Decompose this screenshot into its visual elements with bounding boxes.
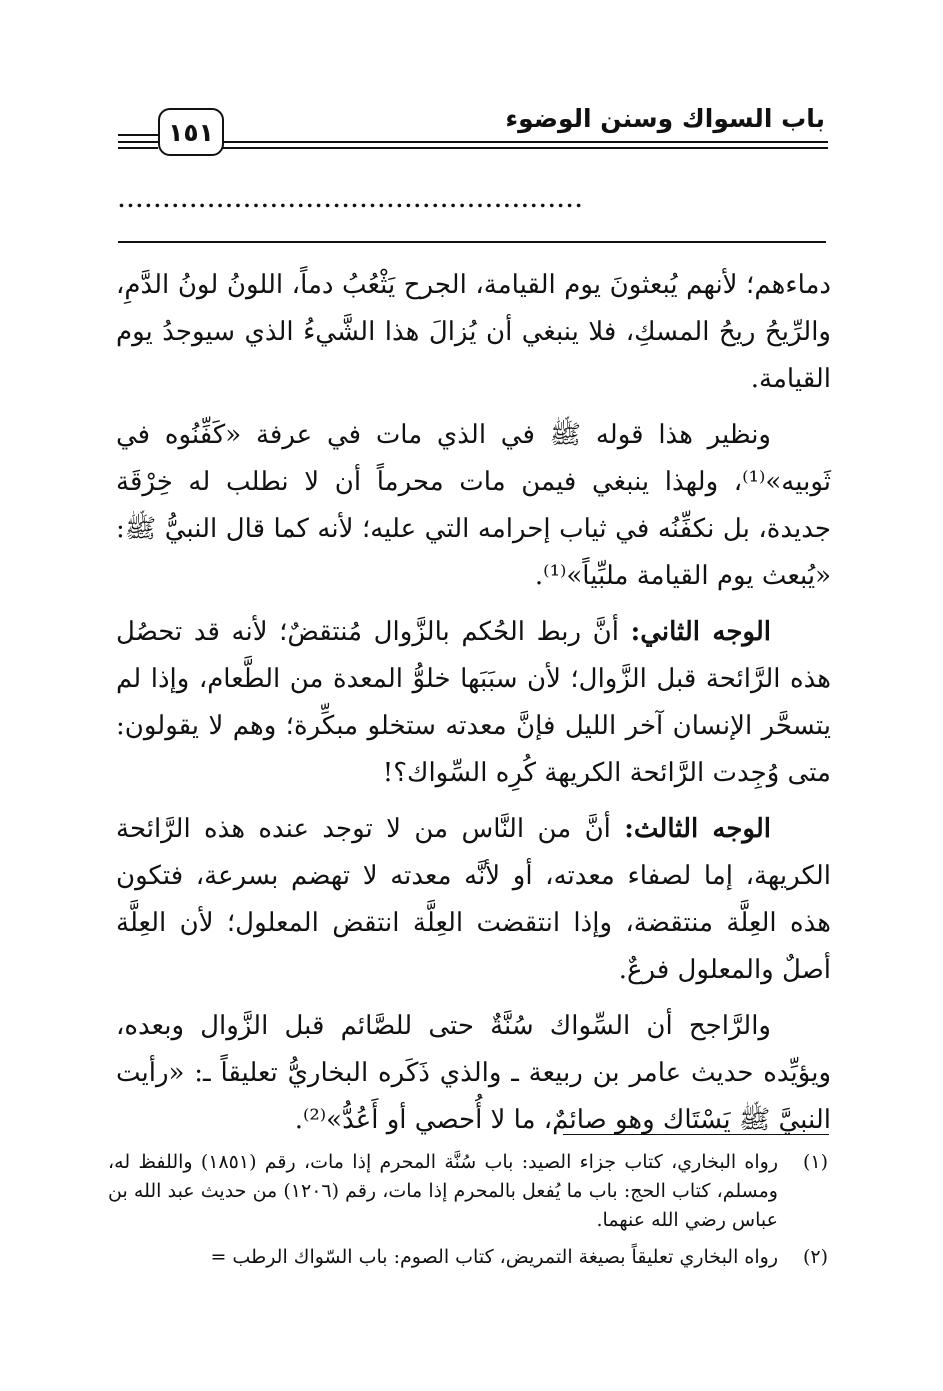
paragraph: [116, 1003, 831, 1144]
paragraph-text: دماءهم؛ لأنهم يُبعثونَ يوم القيامة، الجرح يَثْعُبُ دماً، اللونُ لونُ الدَّمِ، والرِّيحُ ريحُ المسكِ، فلا ينبغي أن يُزالَ هذا الشَّيءُ الذي سيوجدُ يوم القيامة.: [116, 270, 831, 394]
footnote-separator: [563, 1134, 829, 1135]
footnote-2: [108, 1243, 828, 1272]
paragraph: [116, 412, 831, 600]
text-top-rule: [118, 241, 826, 243]
paragraph-continuation: [116, 262, 831, 403]
paragraph-text: ونظير هذا قوله ﷺ في الذي مات في عرفة «كَفِّنُوه في ثَوبيه»⁽¹⁾، ولهذا ينبغي فيمن مات محرماً أن لا نطلب له خِرْقَة جديدة، بل نكفِّنُه في ثياب إحرامه التي عليه؛ لأنه كما قال النبيُّ ﷺ: «يُبعث يوم القيامة ملبِّياً»⁽¹⁾.: [116, 420, 831, 591]
page-number: ١٥١: [158, 108, 224, 156]
footnote-text: رواه البخاري، كتاب جزاء الصيد: باب سُنَّة المحرم إذا مات، رقم (١٨٥١) واللفظ له، ومسلم، كتاب الحج: باب ما يُفعل بالمحرم إذا مات، رقم (١٢٠٦) من حديث عبد الله بن عباس رضي الله عنهما.: [108, 1151, 779, 1231]
footnote-text: رواه البخاري تعليقاً بصيغة التمريض، كتاب الصوم: باب السّواك الرطب =: [210, 1246, 778, 1268]
body-text: [116, 262, 831, 1153]
header-rule-left-2: [118, 141, 158, 143]
footnotes: [108, 1148, 828, 1280]
paragraph-text: أنَّ ربط الحُكم بالزَّوال مُنتقضٌ؛ لأنه قد تحصُل هذه الرَّائحة قبل الزَّوال؛ لأن سبَبَها خلوُّ المعدة من الطَّعام، وإذا لم يتسحَّر الإنسان آخر الليل فإنَّ معدته ستخلو مبكِّرة؛ وهم لا يقولون: متى وُجِدت الرَّائحة الكريهة كُرِه السِّواك؟!: [116, 617, 831, 788]
header-rule-right: [222, 141, 828, 143]
paragraph-text: والرَّاجح أن السِّواك سُنَّةٌ حتى للصَّائم قبل الزَّوال وبعده، ويؤيِّده حديث عامر بن ربيعة ـ والذي ذَكَره البخاريُّ تعليقاً ـ: «رأيت النبيَّ ﷺ يَسْتَاك وهو صائمٌ، ما لا أُحصي أو أَعُدُّ»⁽²⁾.: [116, 1011, 831, 1135]
running-header-title: باب السواك وسنن الوضوء: [505, 104, 825, 133]
paragraph: [116, 609, 831, 797]
header-rule-left: [118, 134, 158, 136]
footnote-number: (١): [802, 1151, 828, 1173]
footnote-number: (٢): [802, 1246, 828, 1268]
paragraph-label: الوجه الثالث:: [624, 814, 771, 844]
paragraph: [116, 806, 831, 994]
header-rule-left-3: [118, 147, 158, 149]
dotted-separator: ....................................................: [118, 188, 585, 212]
footnote-1: [108, 1148, 828, 1235]
paragraph-label: الوجه الثاني:: [630, 617, 771, 647]
header-rule-right-2: [222, 147, 828, 149]
paragraph-text: أنَّ من النَّاس من لا توجد عنده هذه الرَّائحة الكريهة، إما لصفاء معدته، أو لأنَّه معدته لا تهضم بسرعة، فتكون هذه العِلَّة منتقضة، وإذا انتقضت العِلَّة انتقض المعلول؛ لأن العِلَّة أصلٌ والمعلول فرعٌ.: [116, 814, 831, 985]
